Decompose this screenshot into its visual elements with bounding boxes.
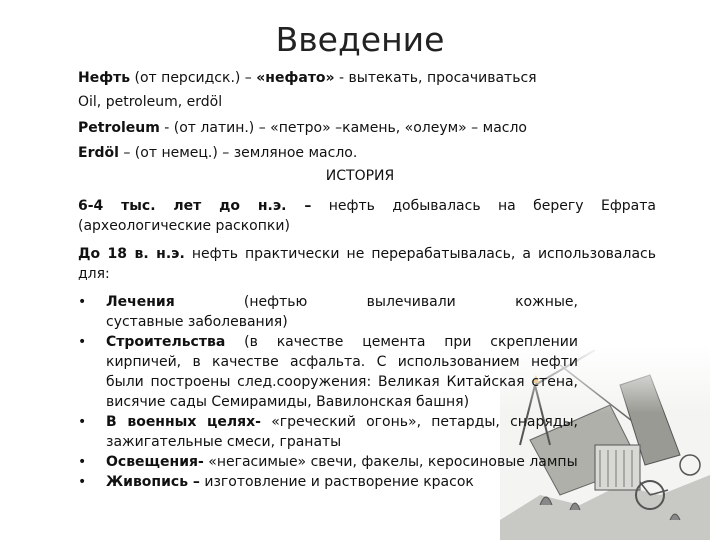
list-item-bold: Живопись – xyxy=(106,474,200,490)
list-item-text: изготовление и растворение красок xyxy=(199,474,474,490)
term-erdol: Erdöl xyxy=(78,145,119,161)
etymology-line-persian xyxy=(78,68,537,88)
list-item-bold: Строительства xyxy=(106,334,226,350)
etymology-line-german xyxy=(78,143,357,163)
paragraph-before-18c xyxy=(78,244,656,284)
list-item-text: (в качестве цемента при скреплении кирпичей, в качестве асфальта. С использованием нефти были построены след.сооружения: Великая Китайская стена, висячие сады Семирамиды, Вавилонская башня) xyxy=(106,334,578,410)
text-meaning: - вытекать, просачиваться xyxy=(334,70,537,86)
uses-list xyxy=(78,292,605,492)
term-petroleum: Petroleum xyxy=(78,120,160,136)
list-item-bold: Освещения- xyxy=(106,454,204,470)
term-nefato: «нефато» xyxy=(256,70,335,86)
paragraph-ancient-bold: 6-4 тыс. лет до н.э. – xyxy=(78,198,312,214)
list-item xyxy=(78,332,578,412)
list-item xyxy=(78,412,578,452)
paragraph-ancient-text: нефть добывалась на берегу Ефрата (археологические раскопки) xyxy=(78,198,656,234)
paragraph-ancient xyxy=(78,196,656,236)
text-persian: (от персидск.) – xyxy=(130,70,257,86)
list-item-text: (нефтью вылечивали кожные, суставные заболевания) xyxy=(106,294,605,330)
paragraph-before-18c-text: нефть практически не перерабатывалась, а использовалась для: xyxy=(78,246,656,282)
term-neft: Нефть xyxy=(78,70,131,86)
list-item-text: «негасимые» свечи, факелы, керосиновые лампы xyxy=(203,454,578,470)
bullet-icon: • xyxy=(78,454,87,470)
list-item xyxy=(78,472,578,492)
bullet-icon: • xyxy=(78,334,87,350)
list-item-text: «греческий огонь», петарды, снаряды, зажигательные смеси, гранаты xyxy=(106,414,578,450)
list-item-bold: Лечения xyxy=(106,294,175,310)
text-german: – (от немец.) – земляное масло. xyxy=(118,145,358,161)
bullet-icon: • xyxy=(78,294,87,310)
bullet-icon: • xyxy=(78,474,87,490)
bullet-icon: • xyxy=(78,414,87,430)
list-item xyxy=(78,452,578,472)
paragraph-before-18c-bold: До 18 в. н.э. xyxy=(78,246,185,262)
text-latin: - (от латин.) – «петро» –камень, «олеум» – масло xyxy=(159,120,527,136)
translations-line: Oil, petroleum, erdöl xyxy=(78,94,223,110)
etymology-line-latin xyxy=(78,118,527,138)
list-item xyxy=(78,292,605,332)
history-heading: ИСТОРИЯ xyxy=(325,168,395,184)
list-item-bold: В военных целях- xyxy=(106,414,261,430)
slide-title: Введение xyxy=(275,20,445,59)
